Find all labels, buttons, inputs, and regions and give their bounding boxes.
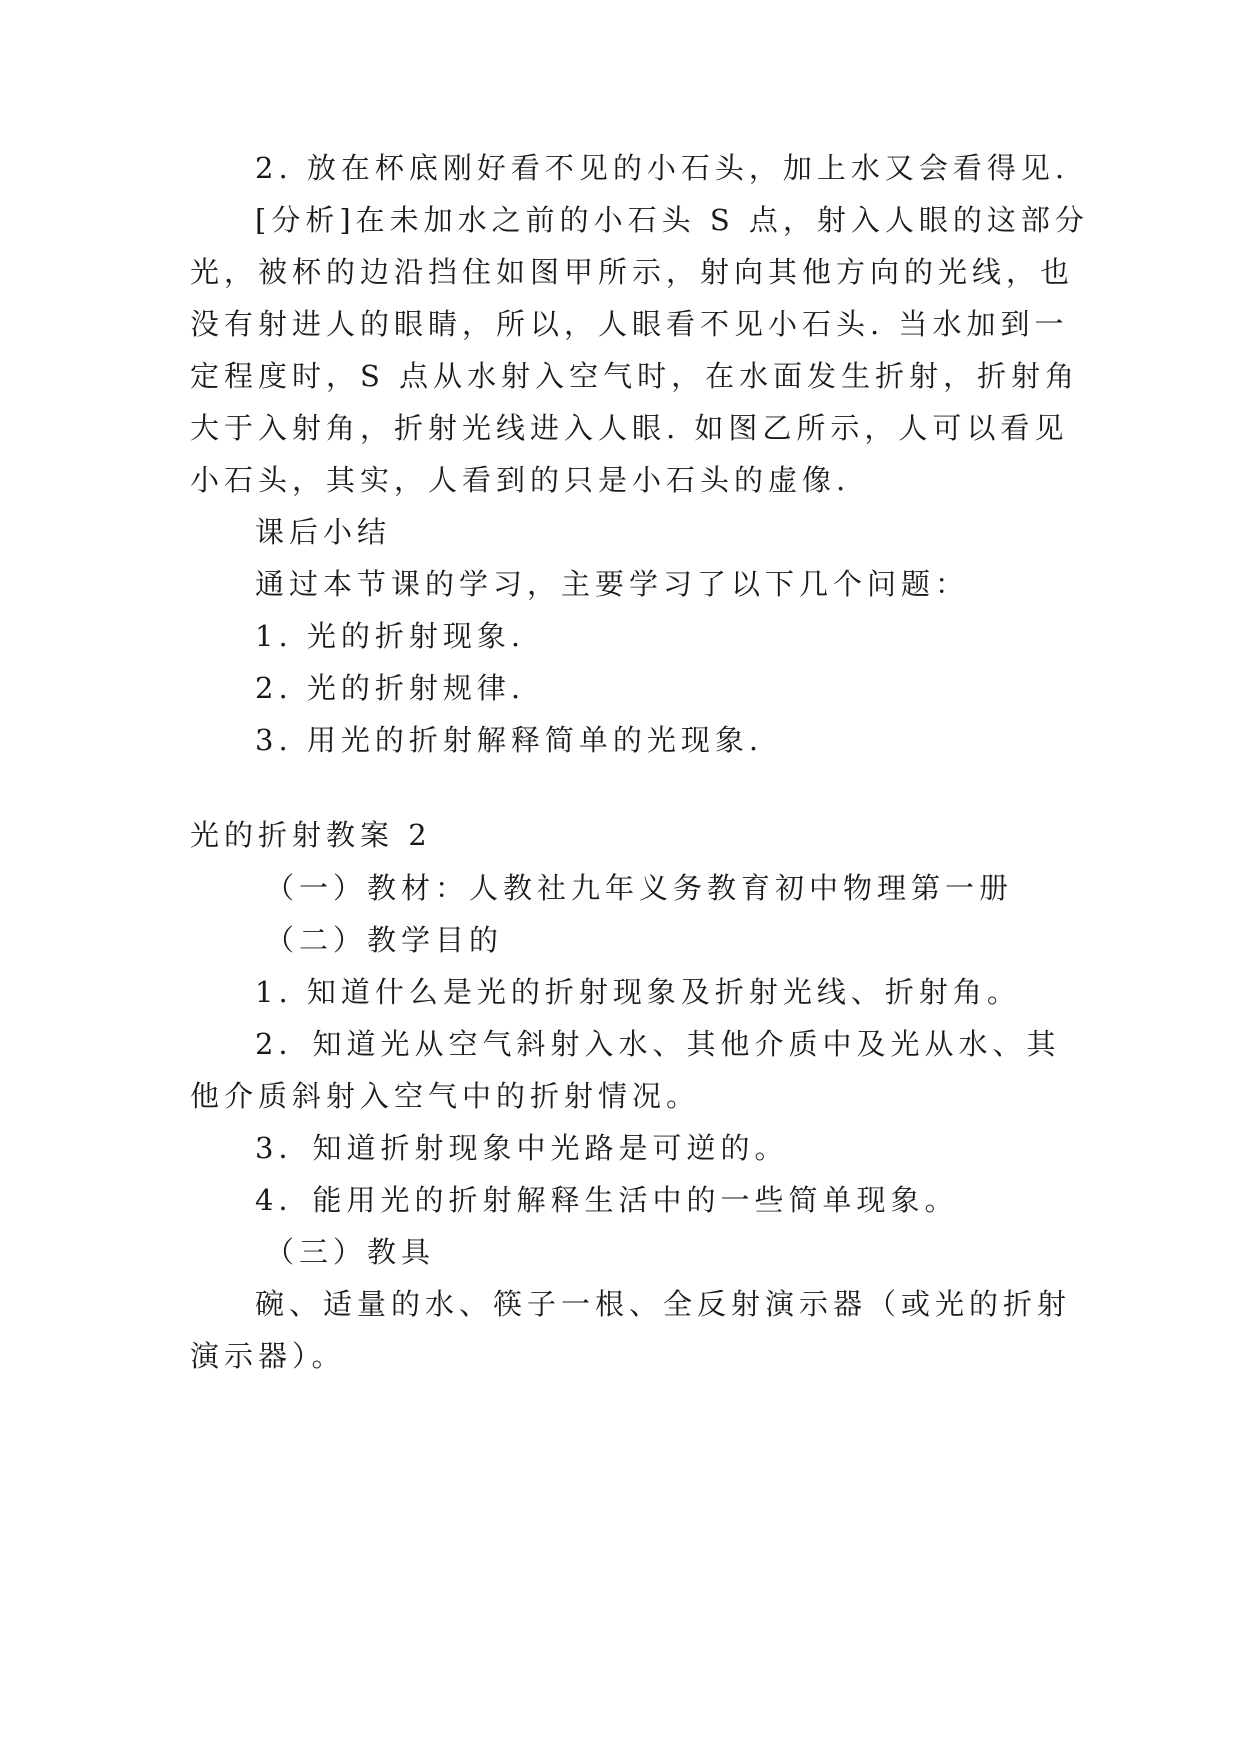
tools-line-1: 碗、适量的水、筷子一根、全反射演示器（或光的折射 xyxy=(255,1287,1072,1321)
section-title: 光的折射教案 2 xyxy=(190,818,432,852)
analysis-line-3: 没有射进人的眼睛，所以，人眼看不见小石头. 当水加到一 xyxy=(190,307,1069,341)
goal-2-line-2: 他介质斜射入空气中的折射情况。 xyxy=(190,1079,701,1113)
summary-item-1: 1. 光的折射现象. xyxy=(255,619,526,653)
tools-line-2: 演示器）。 xyxy=(190,1339,346,1373)
textbook-line: （一）教材：人教社九年义务教育初中物理第一册 xyxy=(265,871,1014,905)
summary-title: 课后小结 xyxy=(255,515,392,549)
summary-item-3: 3. 用光的折射解释简单的光现象. xyxy=(255,723,764,757)
analysis-line-5: 大于入射角，折射光线进入人眼. 如图乙所示，人可以看见 xyxy=(190,411,1069,445)
analysis-line-1: [分析]在未加水之前的小石头 S 点，射入人眼的这部分 xyxy=(255,203,1089,237)
summary-item-2: 2. 光的折射规律. xyxy=(255,671,526,705)
summary-intro: 通过本节课的学习，主要学习了以下几个问题： xyxy=(255,567,970,601)
goal-3: 3．知道折射现象中光路是可逆的。 xyxy=(255,1131,789,1165)
item-2-text: 2. 放在杯底刚好看不见的小石头，加上水又会看得见. xyxy=(255,151,1070,185)
analysis-line-4: 定程度时，S 点从水射入空气时，在水面发生折射，折射角 xyxy=(190,359,1080,393)
tools-title: （三）教具 xyxy=(265,1235,436,1269)
goal-4: 4．能用光的折射解释生活中的一些简单现象。 xyxy=(255,1183,959,1217)
analysis-line-2: 光，被杯的边沿挡住如图甲所示，射向其他方向的光线，也 xyxy=(190,255,1075,289)
goal-2-line-1: 2．知道光从空气斜射入水、其他介质中及光从水、其 xyxy=(255,1027,1061,1061)
analysis-line-6: 小石头，其实，人看到的只是小石头的虚像. xyxy=(190,463,851,497)
goals-title: （二）教学目的 xyxy=(265,923,504,957)
goal-1: 1. 知道什么是光的折射现象及折射光线、折射角。 xyxy=(255,975,1021,1009)
